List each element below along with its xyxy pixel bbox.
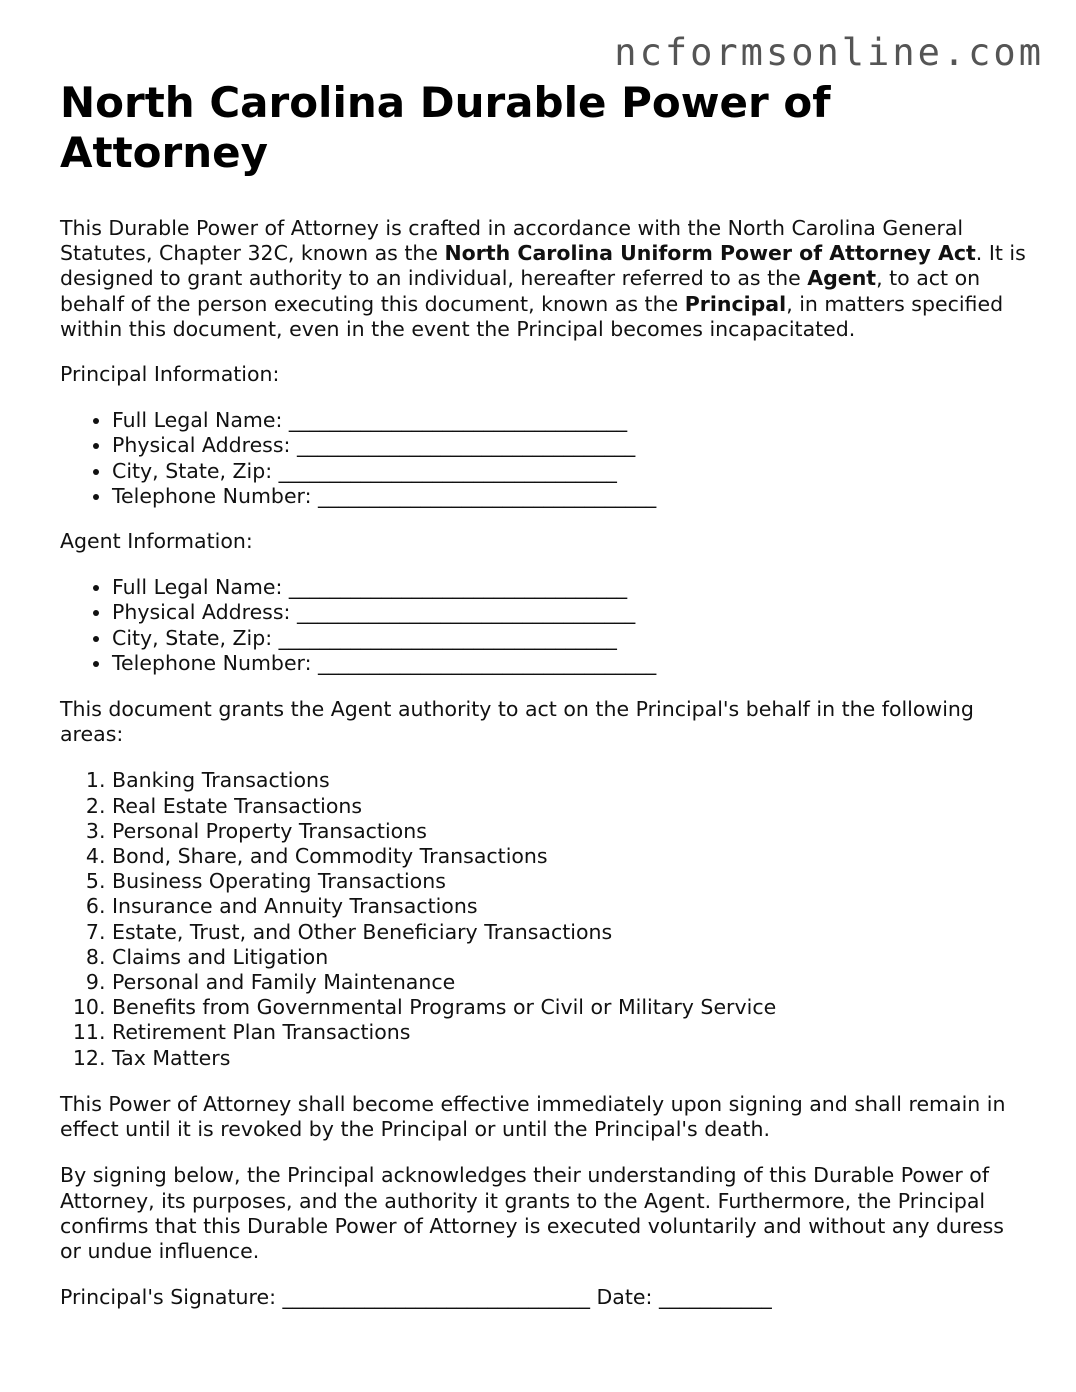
list-item: 6. Insurance and Annuity Transactions <box>112 894 1030 919</box>
site-watermark: ncformsonline.com <box>614 31 1044 74</box>
document-body <box>60 78 1030 1310</box>
agent-fields-list <box>60 575 1030 676</box>
acknowledgment-paragraph: By signing below, the Principal acknowledges their understanding of this Durable Power of Attorney, its purposes, and the authority it grants to the Agent. Furthermore, the Principal confirms that this Durable Power of Attorney is executed voluntarily and without any duress or undue influence. <box>60 1163 1004 1263</box>
list-item: 9. Personal and Family Maintenance <box>112 970 1030 995</box>
list-item: 5. Business Operating Transactions <box>112 869 1030 894</box>
intro-paragraph <box>60 216 1030 342</box>
intro-act-name: North Carolina Uniform Power of Attorney Act <box>444 241 976 266</box>
list-item: 1. Banking Transactions <box>112 768 1030 793</box>
agent-telephone-field[interactable]: • Telephone Number: _________________________________ <box>112 651 1030 676</box>
areas-intro: This document grants the Agent authority to act on the Principal's behalf in the following areas: <box>60 697 974 747</box>
list-item: 10. Benefits from Governmental Programs or Civil or Military Service <box>112 995 1030 1020</box>
principal-info-label: Principal Information: <box>60 362 280 387</box>
principal-telephone-field[interactable]: • Telephone Number: _________________________________ <box>112 484 1030 509</box>
list-item: 11. Retirement Plan Transactions <box>112 1020 1030 1045</box>
intro-text-4: , in matters specified within this document, even in the event the Principal becomes incapacitated. <box>60 291 1004 341</box>
effective-paragraph: This Power of Attorney shall become effective immediately upon signing and shall remain in effect until it is revoked by the Principal or until the Principal's death. <box>60 1091 1006 1142</box>
list-item: 4. Bond, Share, and Commodity Transactions <box>112 844 1030 869</box>
intro-principal-term: Principal <box>684 291 787 316</box>
intro-agent-term: Agent <box>807 266 877 291</box>
list-item: 8. Claims and Litigation <box>112 945 1030 970</box>
agent-info-label: Agent Information: <box>60 529 253 554</box>
authority-areas-list <box>60 768 1030 1070</box>
list-item: 3. Personal Property Transactions <box>112 819 1030 844</box>
principal-city-state-zip-field[interactable]: • City, State, Zip: _________________________________ <box>112 459 1030 484</box>
agent-address-field[interactable]: • Physical Address: _________________________________ <box>112 600 1030 625</box>
signature-date-line[interactable]: Principal's Signature: ______________________________ Date: ___________ <box>60 1285 772 1310</box>
principal-fields-list <box>60 408 1030 509</box>
list-item: 7. Estate, Trust, and Other Beneficiary Transactions <box>112 920 1030 945</box>
intro-text-1: This Durable Power of Attorney is crafted in accordance with the North Carolina General Statutes, Chapter 32C, known as the <box>60 216 964 266</box>
agent-full-name-field[interactable]: • Full Legal Name: _________________________________ <box>112 575 1030 600</box>
document-title: North Carolina Durable Power of Attorney <box>60 78 831 177</box>
intro-text-2: . It is designed to grant authority to an individual, hereafter referred to as the <box>60 241 1026 291</box>
list-item: 2. Real Estate Transactions <box>112 794 1030 819</box>
principal-address-field[interactable]: • Physical Address: _________________________________ <box>112 433 1030 458</box>
agent-city-state-zip-field[interactable]: • City, State, Zip: _________________________________ <box>112 626 1030 651</box>
list-item: 12. Tax Matters <box>112 1046 1030 1071</box>
principal-full-name-field[interactable]: • Full Legal Name: _________________________________ <box>112 408 1030 433</box>
intro-text-3: , to act on behalf of the person executing this document, known as the <box>60 266 981 316</box>
